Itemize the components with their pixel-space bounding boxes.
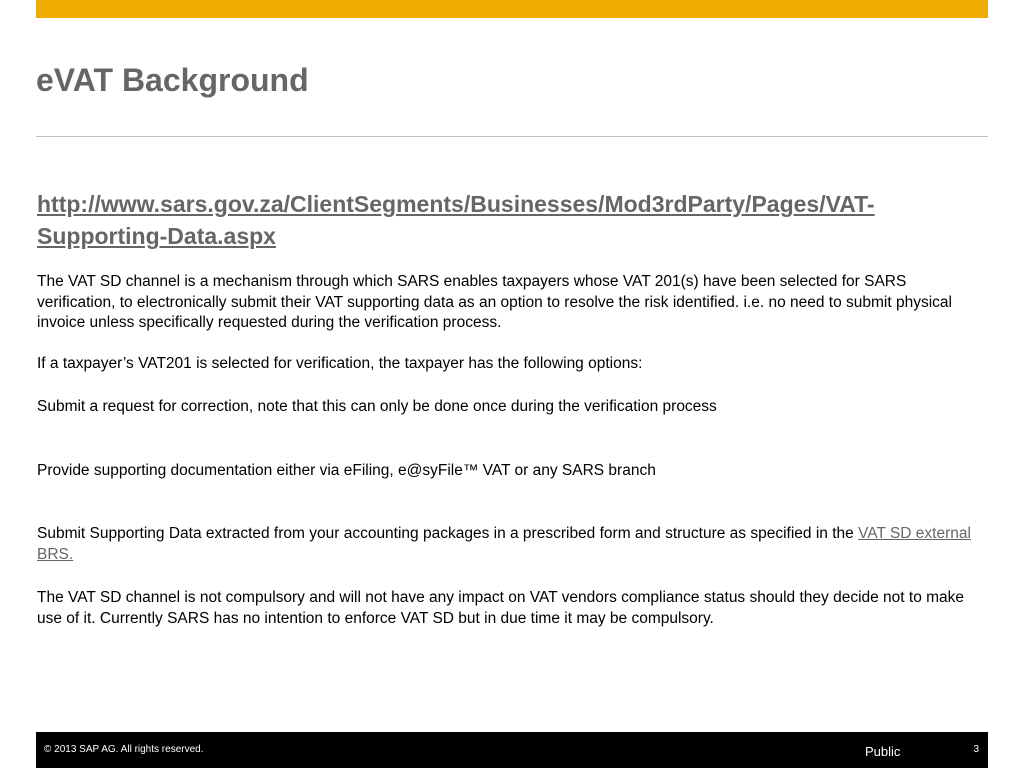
page-number: 3: [973, 744, 979, 755]
vat-sd-external-brs-link[interactable]: VAT SD external BRS.: [37, 525, 971, 563]
paragraph-option-documentation: Provide supporting documentation either via eFiling, e@syFile™ VAT or any SARS branch: [37, 461, 656, 479]
title-divider: [36, 136, 988, 137]
accent-top-bar: [36, 0, 988, 18]
supporting-data-text: Submit Supporting Data extracted from your accounting packages in a prescribed form and structure as specified in the: [37, 525, 859, 542]
paragraph-options-intro: If a taxpayer’s VAT201 is selected for verification, the taxpayer has the following options:: [37, 354, 643, 372]
footer-bar: [36, 732, 988, 768]
paragraph-not-compulsory: The VAT SD channel is not compulsory and will not have any impact on VAT vendors compliance status should they decide not to make use of it. Currently SARS has no intention to enforce VAT SD but in due time it may be compulsory.: [37, 589, 965, 627]
paragraph-vat-sd-channel: The VAT SD channel is a mechanism through which SARS enables taxpayers whose VAT 201(s) have been selected for SARS verification, to electronically submit their VAT supporting data as an option to resolve the risk identified. i.e. no need to submit physical invoice unless specifically requested during the verification process.: [37, 273, 952, 331]
copyright-text: © 2013 SAP AG. All rights reserved.: [44, 744, 204, 755]
slide-content: [37, 188, 982, 629]
paragraph-option-correction: Submit a request for correction, note that this can only be done once during the verification process: [37, 398, 717, 415]
sars-vat-supporting-data-link[interactable]: http://www.sars.gov.za/ClientSegments/Businesses/Mod3rdParty/Pages/VAT-Supporting-Data.aspx: [37, 191, 875, 249]
slide-title: eVAT Background: [36, 62, 309, 98]
paragraph-option-supporting-data: [37, 524, 982, 565]
classification-label: Public: [865, 744, 901, 759]
